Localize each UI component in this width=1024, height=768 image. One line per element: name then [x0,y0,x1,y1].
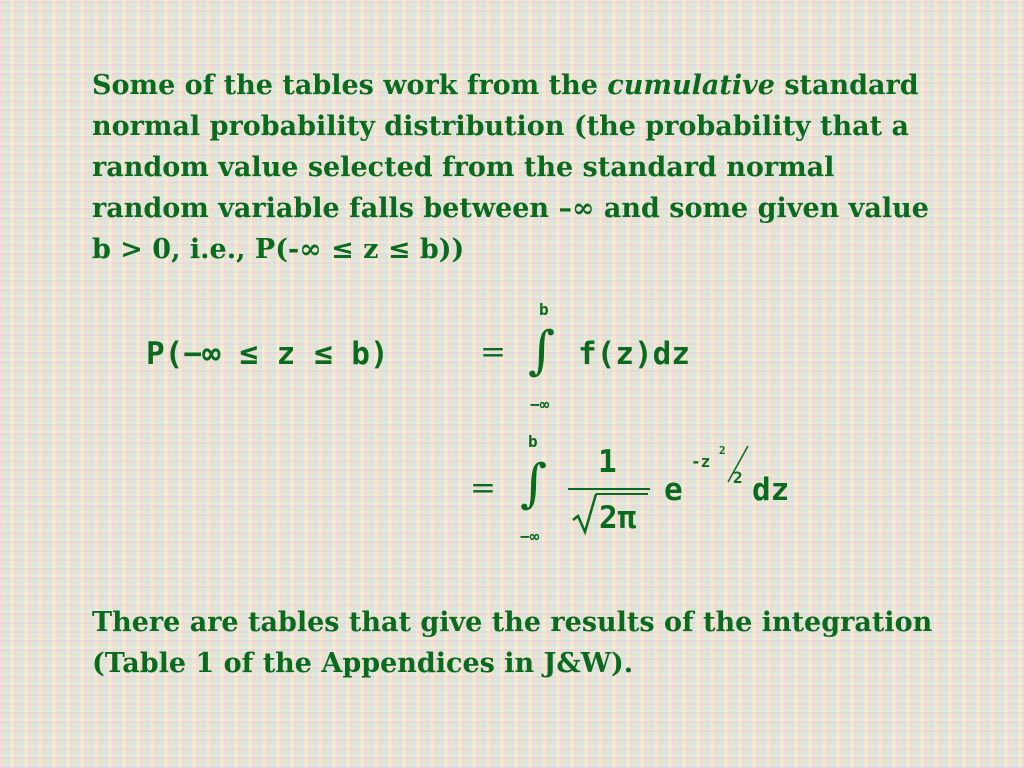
tables-paragraph: There are tables that give the results of the integration (Table 1 of the Appendices in J&W). [92,607,933,679]
intro-paragraph [92,65,952,270]
sqrt-icon [572,492,598,536]
eq2-numerator: 1 [598,444,617,480]
sqrt-vinculum [596,493,648,495]
eq2-exponent-power: 2 [719,444,726,457]
eq2-fraction-bar [568,488,650,490]
eq1-integral-sign: ∫ [528,321,556,381]
eq2-denominator: 2π [599,500,637,536]
eq2-exponent: -z [691,452,711,471]
eq1-integrand: f(z)dz [578,336,690,372]
eq2-upper-limit: b [528,432,538,451]
eq2-equals-sign: = [470,470,496,506]
intro-text-start: Some of the tables work from the [92,70,608,101]
eq1-lhs: P(−∞ ≤ z ≤ b) [146,336,389,372]
eq1-equals-sign: = [480,334,506,370]
eq2-lower-limit: −∞ [520,527,540,546]
eq2-base-e: e [664,472,683,508]
eq2-differential: dz [752,472,790,508]
eq1-lower-limit: −∞ [530,395,550,414]
eq2-integral-sign: ∫ [520,454,548,514]
intro-text-end: standard normal probability distribution (the probability that a random value selected from the standard normal random variable falls between –∞ and some given value b > 0, i.e., P(-∞ ≤ z ≤ b)) [92,70,929,265]
intro-italic-word: cumulative [607,70,775,101]
eq2-exponent-divisor: 2 [733,468,743,487]
eq1-upper-limit: b [539,300,549,319]
